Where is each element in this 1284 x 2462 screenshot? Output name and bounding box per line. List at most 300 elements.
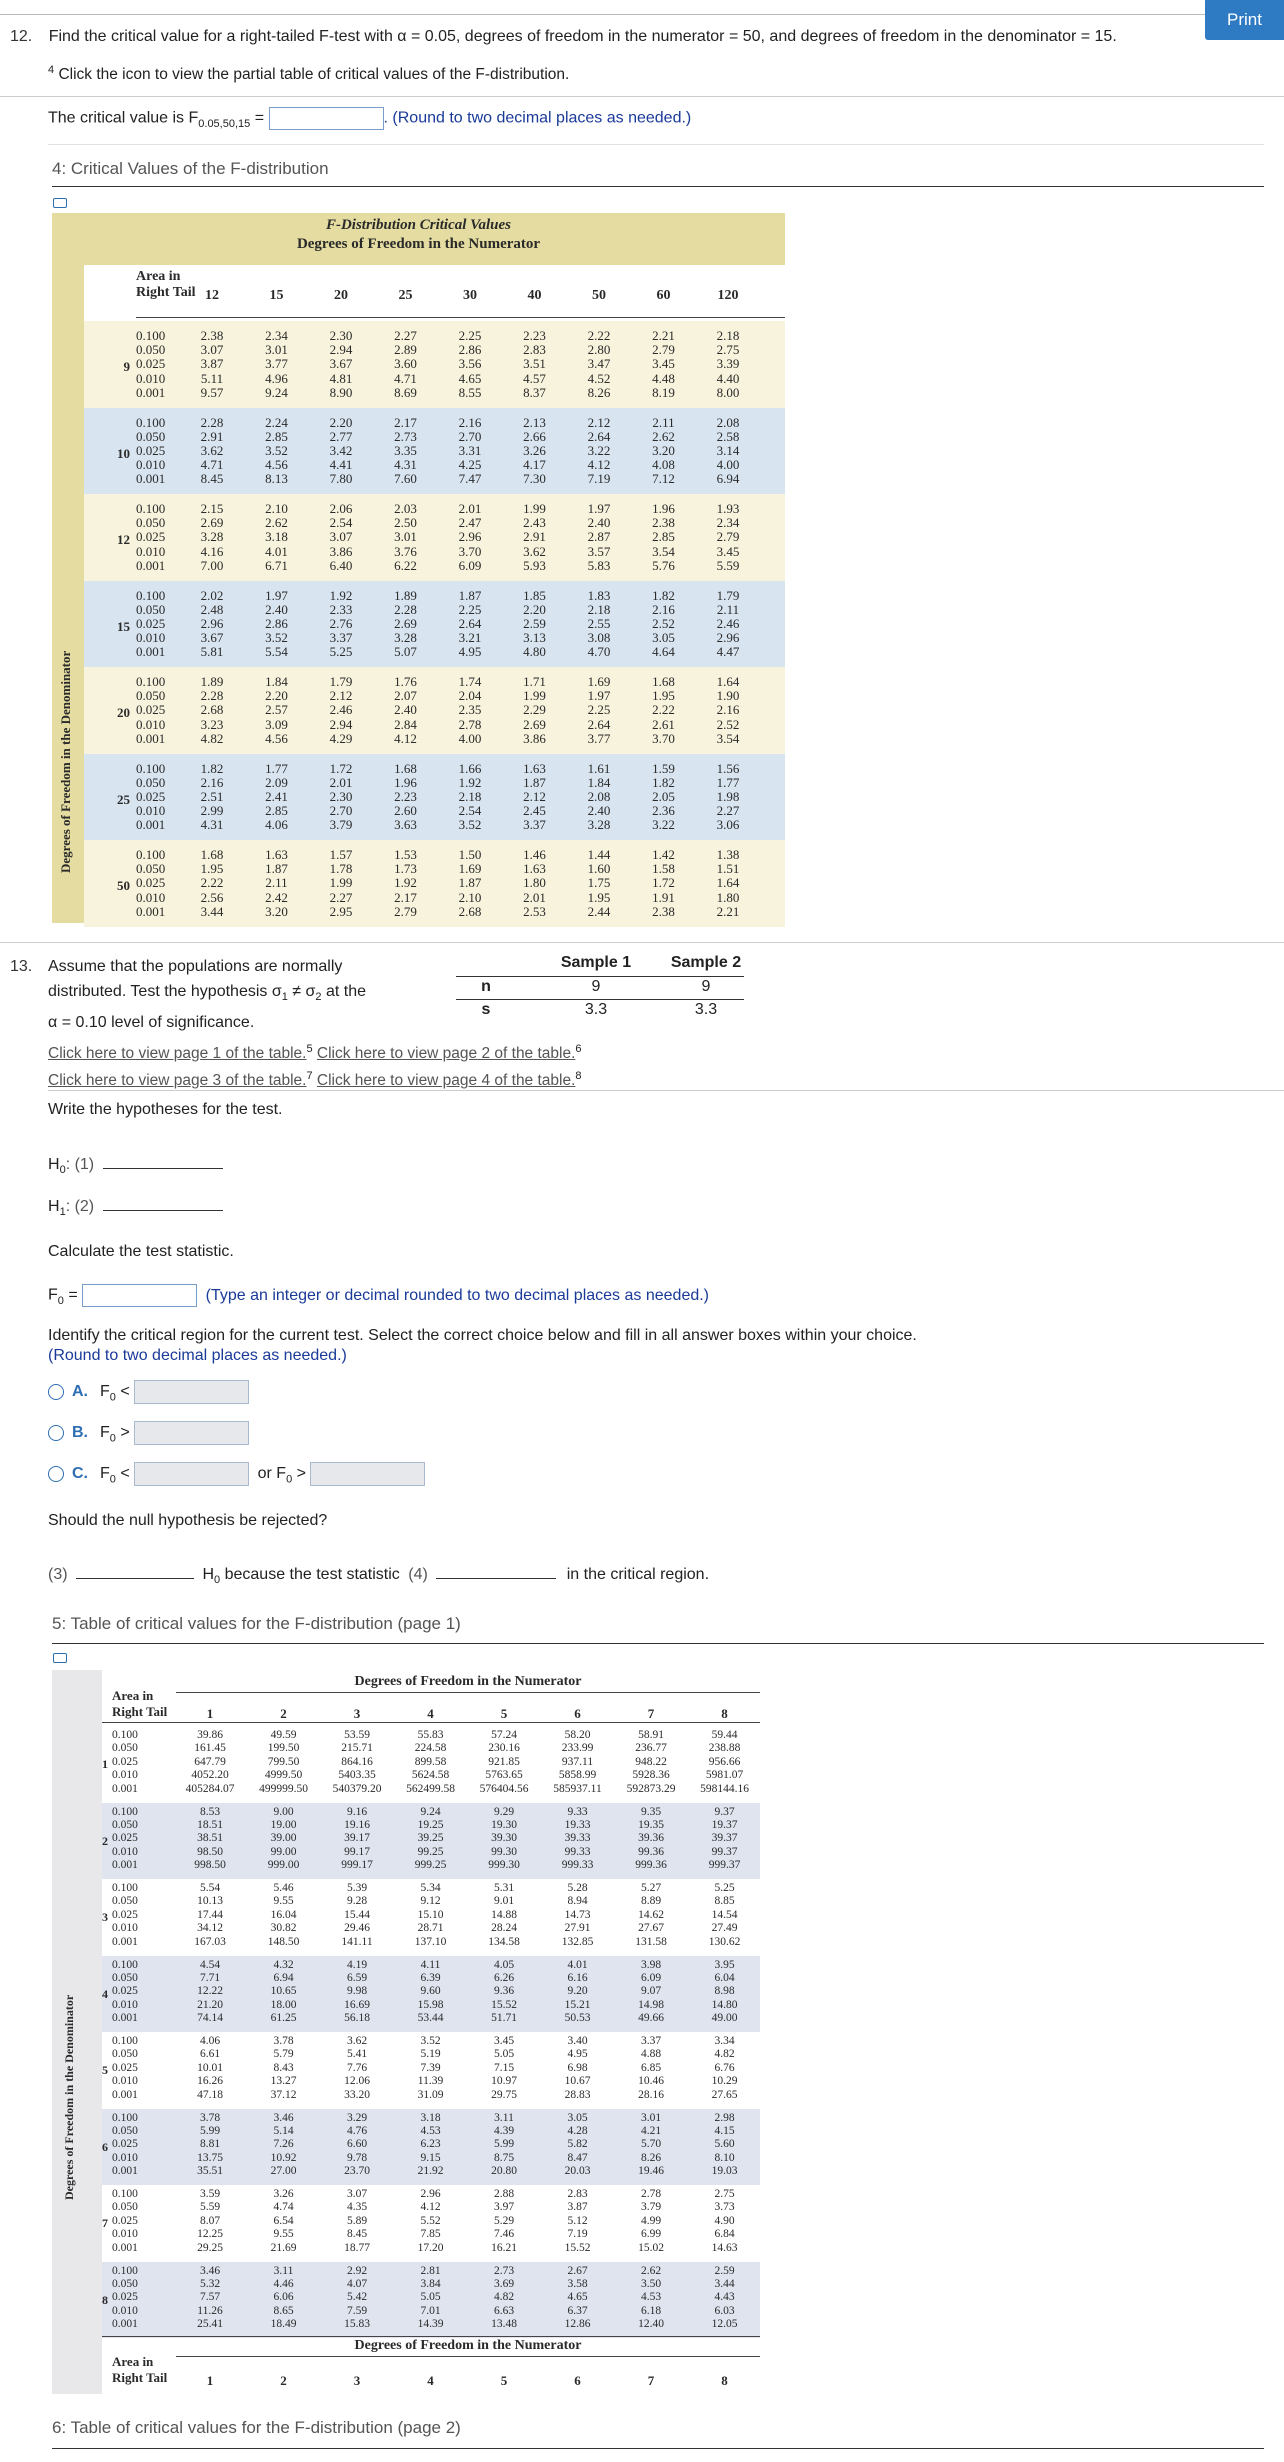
denominator-df: 12: [117, 532, 130, 547]
divider: [48, 1090, 1284, 1091]
table-cell: 3.01 4.21 5.70 8.26 19.46: [638, 2111, 664, 2178]
option-c[interactable]: [48, 1462, 425, 1486]
question-13-prompt: [48, 954, 448, 1035]
table-cell: 1.68 1.96 2.23 2.60 3.63: [394, 760, 417, 833]
table-cell: 2.25 2.86 3.56 4.65 8.55: [458, 328, 482, 400]
option-a-input[interactable]: [134, 1380, 249, 1404]
table-cell: 9.33 19.33 39.33 99.33 999.33: [561, 1805, 594, 1872]
section-title-table5: 5: Table of critical values for the F-distribution (page 1): [52, 1614, 461, 1633]
test-statistic-input[interactable]: [82, 1284, 197, 1307]
table-cell: 5.27 8.89 14.62 27.67 131.58: [635, 1882, 667, 1948]
table-cell: 9.29 19.30 39.30 99.30 999.30: [488, 1805, 520, 1872]
table-title: F-Distribution Critical Values: [325, 217, 512, 233]
table-cell: 5.46 9.55 16.04 30.82 148.50: [267, 1882, 300, 1948]
table-cell: 1.74 2.04 2.35 2.78 4.00: [458, 674, 482, 746]
column-header: 40: [527, 288, 542, 303]
prompt-line-2a: distributed. Test the hypothesis σ: [48, 983, 282, 1000]
top-border: [0, 14, 1284, 15]
f0-label: F: [48, 1286, 58, 1304]
divider: [48, 144, 1264, 145]
denominator-df: 7: [102, 2216, 108, 2230]
table-cell: 3.59 5.59 8.07 12.25 29.25: [197, 2188, 223, 2254]
table-cell: 1.97 2.40 2.86 3.52 5.54: [265, 587, 288, 660]
table-cell: 1.77 2.09 2.41 2.85 4.06: [265, 760, 288, 833]
table-cell: 5.39 9.28 15.44 29.46 141.11: [341, 1882, 373, 1948]
link-sup: 6: [575, 1043, 582, 1055]
calc-label: Calculate the test statistic.: [48, 1243, 234, 1260]
table-cell: 3.34 4.82 6.76 10.29 27.65: [711, 2035, 738, 2101]
answer-eq: =: [250, 109, 265, 127]
table-image-icon[interactable]: [53, 1653, 67, 1663]
alpha-values: 0.100 0.050 0.025 0.010 0.001: [112, 1729, 138, 1795]
area-label-1: Area in: [136, 269, 181, 284]
column-header: 50: [592, 288, 606, 303]
denominator-label: Degrees of Freedom in the Denominator: [62, 1994, 76, 2200]
table-cell: 1.79 2.11 2.46 2.96 4.47: [716, 587, 740, 660]
because-text: because the test statistic: [220, 1566, 400, 1583]
sigma-sub-2: 2: [315, 991, 322, 1004]
divider: [0, 942, 1284, 943]
column-header: 60: [656, 288, 671, 303]
table-cell: 1.63 1.87 2.11 2.42 3.20: [265, 847, 288, 919]
table-cell: 58.20 233.99 937.11 5858.99 585937.11: [553, 1729, 602, 1795]
question-prompt: Find the critical value for a right-tailed F-test with α = 0.05, degrees of freedom in the numerator = 50, and degrees of freedom in the denominator = 15.: [48, 28, 1117, 45]
table-cell: 9.24 19.25 39.25 99.25 999.25: [414, 1805, 447, 1872]
table-cell: 1.93 2.34 2.79 3.45 5.59: [716, 501, 740, 573]
table-cell: 3.11 4.39 5.99 8.75 20.80: [491, 2111, 517, 2178]
answer-row: [48, 107, 691, 130]
table-cell: 1.44 1.60 1.75 1.95 2.44: [587, 847, 611, 919]
table-cell: 3.52 5.19 7.39 11.39 31.09: [417, 2035, 444, 2101]
table-cell: 5.31 9.01 14.88 28.24 134.58: [488, 1882, 520, 1948]
area-label-2-bottom: Right Tail: [112, 2370, 168, 2385]
denominator-label: Degrees of Freedom in the Denominator: [58, 650, 73, 873]
section-rule: [52, 1643, 1264, 1644]
h1-sub: 1: [59, 1206, 66, 1219]
alpha-values: 0.100 0.050 0.025 0.010 0.001: [136, 501, 166, 573]
col-sample-1: Sample 1: [560, 954, 632, 971]
option-a-label: A.: [72, 1383, 88, 1401]
table-cell: 2.16 2.70 3.31 4.25 7.47: [458, 414, 482, 487]
column-header: 3: [353, 1706, 361, 1721]
column-header: 7: [647, 2373, 655, 2388]
h0-sub: 0: [59, 1164, 66, 1177]
h1-label: H: [48, 1198, 60, 1215]
option-c-radio[interactable]: [48, 1466, 64, 1482]
alpha-values: 0.100 0.050 0.025 0.010 0.001: [112, 2111, 138, 2178]
link-table-page-2[interactable]: Click here to view page 2 of the table.: [316, 1045, 576, 1063]
column-header: 5: [500, 2373, 508, 2388]
n-sample-2: 9: [701, 978, 711, 995]
table-cell: 2.13 2.66 3.26 4.17 7.30: [523, 414, 546, 487]
table-cell: 2.22 2.80 3.47 4.52 8.26: [587, 328, 611, 400]
table-cell: 1.53 1.73 1.92 2.17 2.79: [394, 847, 417, 919]
link-sup: 7: [306, 1070, 313, 1083]
column-header: 2: [280, 1706, 287, 1721]
denominator-df: 3: [102, 1910, 108, 1924]
table-cell: 1.92 2.33 2.76 3.37 5.25: [329, 587, 353, 660]
column-header: 1: [206, 1706, 214, 1721]
table-cell: 39.86 161.45 647.79 4052.20 405284.07: [185, 1729, 235, 1795]
table-cell: 2.23 2.83 3.51 4.57 8.37: [523, 328, 546, 400]
table-cell: 1.57 1.78 1.99 2.27 2.95: [329, 847, 353, 919]
alpha-values: 0.100 0.050 0.025 0.010 0.001: [112, 2188, 138, 2254]
table-cell: 1.46 1.63 1.80 2.01 2.53: [523, 847, 546, 919]
table-cell: 1.59 1.82 2.05 2.36 3.22: [652, 760, 675, 833]
table-cell: 1.69 1.97 2.25 2.64 3.77: [587, 674, 611, 746]
table-cell: 2.96 4.12 5.52 7.85 17.20: [417, 2188, 444, 2254]
h1-tag: : (2): [65, 1198, 95, 1215]
table-cell: 1.72 2.01 2.30 2.70 3.79: [329, 760, 353, 833]
table-cell: 1.89 2.28 2.68 3.23 4.82: [200, 674, 224, 746]
option-b-input[interactable]: [134, 1421, 249, 1445]
denominator-df: 50: [117, 878, 130, 893]
table-cell: 3.40 4.95 6.98 10.67 28.83: [564, 2035, 591, 2101]
s-sample-1: 3.3: [584, 1001, 608, 1018]
table-cell: 2.28 2.91 3.62 4.71 8.45: [200, 414, 224, 487]
table-cell: 53.59 215.71 864.16 5403.35 540379.20: [332, 1729, 382, 1795]
alpha-values: 0.100 0.050 0.025 0.010 0.001: [136, 587, 166, 660]
table-cell: 3.18 4.53 6.23 9.15 21.92: [417, 2111, 444, 2178]
column-header: 2: [280, 2373, 287, 2388]
option-c-input-1[interactable]: [134, 1462, 249, 1486]
table-cell: 2.17 2.73 3.35 4.31 7.60: [394, 414, 417, 487]
link-table-page-1[interactable]: Click here to view page 1 of the table.: [48, 1045, 307, 1063]
column-header: 8: [721, 1706, 728, 1721]
denominator-df: 15: [117, 618, 130, 634]
table-cell: 57.24 230.16 921.85 5763.65 576404.56: [479, 1729, 529, 1795]
prompt-line-2b: ≠ σ: [287, 983, 316, 1000]
table-cell: 1.38 1.51 1.64 1.80 2.21: [716, 847, 740, 919]
link-sup: 8: [575, 1070, 582, 1083]
column-header: 15: [269, 288, 284, 303]
column-header: 25: [398, 288, 413, 303]
note-text[interactable]: Click the icon to view the partial table of critical values of the F-distribution.: [58, 66, 570, 84]
write-hypotheses-label: Write the hypotheses for the test.: [48, 1101, 283, 1118]
table-cell: 2.27 2.89 3.60 4.71 8.69: [394, 328, 417, 400]
table-cell: 4.11 6.39 9.60 15.98 53.44: [417, 1958, 444, 2025]
column-header: 1: [206, 2373, 214, 2388]
table-cell: 1.61 1.84 2.08 2.40 3.28: [587, 760, 611, 833]
table-cell: 1.76 2.07 2.40 2.84 4.12: [394, 674, 417, 746]
table-cell: 2.21 2.79 3.45 4.48 8.19: [652, 328, 675, 400]
column-header: 6: [574, 2373, 581, 2388]
table-cell: 3.45 5.05 7.15 10.97 29.75: [491, 2035, 517, 2101]
denominator-df: 20: [117, 705, 130, 720]
row-n-label: n: [481, 978, 491, 995]
table-cell: 8.53 18.51 38.51 98.50 998.50: [194, 1805, 226, 1872]
option-a-op: <: [115, 1383, 130, 1401]
table-cell: 5.28 8.94 14.73 27.91 132.85: [561, 1882, 594, 1948]
table-cell: 59.44 238.88 956.66 5981.07 598144.16: [700, 1729, 749, 1795]
table-cell: 1.89 2.28 2.69 3.28 5.07: [394, 587, 417, 660]
denominator-df: 8: [102, 2292, 108, 2307]
side-band: [52, 1670, 102, 2394]
table-cell: 2.18 2.75 3.39 4.40 8.00: [716, 328, 740, 400]
answer-sub: 0.05,50,15: [198, 117, 251, 130]
alpha-values: 0.100 0.050 0.025 0.010 0.001: [112, 2035, 138, 2101]
column-header: 6: [574, 1706, 581, 1721]
tag-3: (3): [48, 1566, 68, 1583]
table-cell: 3.37 4.88 6.85 10.46 28.16: [638, 2035, 664, 2101]
table-cell: 2.38 3.07 3.87 5.11 9.57: [200, 328, 224, 400]
table-cell: 1.42 1.58 1.72 1.91 2.38: [652, 847, 675, 919]
numerator-label: Degrees of Freedom in the Numerator: [296, 236, 541, 252]
alpha-values: 0.100 0.050 0.025 0.010 0.001: [136, 760, 166, 833]
section-title-table6: 6: Table of critical values for the F-distribution (page 2): [52, 2418, 461, 2437]
table-cell: 3.29 4.76 6.60 9.78 23.70: [344, 2111, 370, 2178]
column-header: 3: [353, 2373, 361, 2388]
table-cell: 2.11 2.62 3.20 4.08 7.12: [652, 414, 675, 487]
table-cell: 1.64 1.90 2.16 2.52 3.54: [716, 674, 740, 746]
option-b-radio[interactable]: [48, 1425, 64, 1441]
link-sup: 5: [306, 1043, 313, 1055]
question-number: 12.: [10, 28, 33, 45]
option-a-radio[interactable]: [48, 1384, 64, 1400]
h0-sub-2: 0: [214, 1574, 221, 1587]
f-table-critical-values: [52, 213, 785, 923]
answer-hint: . (Round to two decimal places as needed.): [383, 109, 692, 127]
f0-hint: (Type an integer or decimal rounded to two decimal places as needed.): [205, 1286, 710, 1304]
option-c-sub: 0: [109, 1473, 116, 1486]
area-label-2: Right Tail: [112, 1704, 168, 1719]
option-b[interactable]: [48, 1421, 249, 1445]
h1-row: [48, 1198, 223, 1218]
table-cell: 2.88 3.97 5.29 7.46 16.21: [491, 2188, 517, 2254]
table-cell: 2.08 2.58 3.14 4.00 6.94: [716, 414, 740, 487]
table-cell: 49.59 199.50 799.50 4999.50 499999.50: [259, 1729, 308, 1795]
area-label-1: Area in: [112, 1688, 154, 1703]
alpha-values: 0.100 0.050 0.025 0.010 0.001: [136, 674, 166, 746]
row-s-label: s: [481, 1001, 491, 1018]
table-cell: 1.56 1.77 1.98 2.27 3.06: [716, 760, 740, 833]
table-cell: 3.05 4.28 5.82 8.47 20.03: [564, 2111, 591, 2178]
section-title-table4: 4: Critical Values of the F-distribution: [52, 159, 329, 178]
column-header: 12: [205, 288, 219, 303]
tag-4: (4): [408, 1566, 428, 1583]
table-cell: 1.82 2.16 2.52 3.05 4.64: [652, 587, 675, 660]
alpha-values: 0.100 0.050 0.025 0.010 0.001: [112, 1805, 138, 1872]
table-cell: 2.02 2.48 2.96 3.67 5.81: [200, 587, 224, 660]
link-table-page-3[interactable]: Click here to view page 3 of the table.: [48, 1072, 307, 1090]
column-header: 20: [334, 288, 348, 303]
table-cell: 4.32 6.94 10.65 18.00 61.25: [270, 1958, 297, 2025]
f0-sub: 0: [57, 1294, 64, 1307]
area-label-1-bottom: Area in: [112, 2354, 154, 2369]
table-cell: 4.05 6.26 9.36 15.52 51.71: [491, 1958, 517, 2025]
table-cell: 9.37 19.37 39.37 99.37 999.37: [708, 1805, 741, 1872]
table-cell: 2.98 4.15 5.60 8.10 19.03: [711, 2111, 738, 2178]
s-sample-2: 3.3: [694, 1001, 718, 1018]
question-13: [10, 954, 32, 979]
h0-tag: : (1): [65, 1156, 95, 1173]
f0-row: [48, 1284, 709, 1307]
column-header: 120: [717, 288, 739, 303]
denominator-df: 10: [117, 445, 130, 461]
numerator-label: Degrees of Freedom in the Numerator: [354, 1674, 582, 1689]
table-cell: 9.00 19.00 39.00 99.00 999.00: [267, 1805, 300, 1872]
alpha-values: 0.100 0.050 0.025 0.010 0.001: [112, 1958, 138, 2025]
table-cell: 2.24 2.85 3.52 4.56 8.13: [265, 414, 288, 487]
denominator-df: 2: [102, 1833, 108, 1848]
prompt-line-2c: at the: [321, 983, 366, 1000]
option-c-or: or F: [257, 1465, 287, 1483]
reject-question: Should the null hypothesis be rejected?: [48, 1512, 328, 1529]
table-cell: 9.35 19.35 39.36 99.36 999.36: [635, 1805, 667, 1872]
table-cell: 1.99 2.43 2.91 3.62 5.93: [523, 501, 546, 573]
option-b-sub: 0: [109, 1432, 116, 1445]
table-cell: 1.50 1.69 1.87 2.10 2.68: [458, 847, 482, 919]
h0-label-2: H: [202, 1566, 215, 1583]
table-cell: 1.85 2.20 2.59 3.13 4.80: [523, 587, 546, 660]
table-cell: 2.30 2.94 3.67 4.81 8.90: [329, 328, 353, 400]
alpha-values: 0.100 0.050 0.025 0.010 0.001: [112, 1882, 138, 1948]
table-cell: 2.81 3.84 5.05 7.01 14.39: [417, 2264, 444, 2331]
option-b-f: F: [100, 1424, 110, 1442]
table-cell: 3.95 6.04 8.98 14.80 49.00: [711, 1958, 738, 2025]
area-label-2: Right Tail: [136, 285, 196, 300]
is-dropdown[interactable]: [436, 1578, 556, 1579]
table-cell: 2.83 3.87 5.12 7.19 15.52: [564, 2188, 591, 2254]
table-cell: 3.78 5.79 8.43 13.27 37.12: [270, 2035, 297, 2101]
denominator-df: 4: [102, 1986, 108, 2001]
table-cell: 1.68 1.95 2.22 2.61 3.70: [652, 674, 675, 746]
option-a-sub: 0: [109, 1391, 116, 1404]
table-cell: 1.83 2.18 2.55 3.08 4.70: [587, 587, 611, 660]
reject-dropdown[interactable]: [76, 1578, 194, 1579]
table-cell: 1.63 1.87 2.12 2.45 3.37: [523, 760, 546, 833]
table-cell: 1.97 2.40 2.87 3.57 5.83: [587, 501, 611, 573]
n-sample-1: 9: [591, 978, 601, 995]
identify-label: Identify the critical region for the current test. Select the correct choice below and fill in all answer boxes within your choice.: [48, 1327, 917, 1344]
table-cell: 2.67 3.58 4.65 6.37 12.86: [564, 2264, 591, 2331]
table-cell: 1.71 1.99 2.29 2.69 3.86: [523, 674, 546, 746]
table-cell: 2.20 2.77 3.42 4.41 7.80: [329, 414, 353, 487]
h1-dropdown[interactable]: [103, 1210, 223, 1211]
question-12: [10, 28, 1200, 46]
alpha-values: 0.100 0.050 0.025 0.010 0.001: [112, 2264, 138, 2331]
question-number: 13.: [10, 958, 33, 975]
table-cell: 1.82 2.16 2.51 2.99 4.31: [200, 760, 224, 833]
table-cell: 1.68 1.95 2.22 2.56 3.44: [200, 847, 224, 919]
column-header: 5: [500, 1706, 508, 1721]
denominator-df: 5: [102, 2063, 108, 2077]
answer-prefix: The critical value is F: [48, 109, 199, 127]
table-cell: 4.06 6.61 10.01 16.26 47.18: [197, 2035, 223, 2101]
table-cell: 3.98 6.09 9.07 14.98 49.66: [638, 1958, 664, 2025]
table-cell: 1.87 2.25 2.64 3.21 4.95: [458, 587, 482, 660]
table-cell: 1.96 2.38 2.85 3.54 5.76: [652, 501, 675, 573]
table-cell: 1.66 1.92 2.18 2.54 3.52: [458, 760, 482, 833]
table-cell: 2.92 4.07 5.42 7.59 15.83: [344, 2264, 370, 2331]
prompt-line-3: α = 0.10 level of significance.: [48, 1014, 255, 1032]
option-b-op: >: [115, 1424, 130, 1442]
column-header: 7: [647, 1706, 655, 1721]
table-cell: 2.10 2.62 3.18 4.01 6.71: [265, 501, 288, 573]
numerator-label-bottom: Degrees of Freedom in the Numerator: [354, 2338, 582, 2353]
table-cell: 1.79 2.12 2.46 2.94 4.29: [329, 674, 353, 746]
table-cell: 2.06 2.54 3.07 3.86 6.40: [329, 501, 353, 573]
option-c-f: F: [100, 1465, 110, 1483]
table-cell: 2.15 2.69 3.28 4.16 7.00: [200, 501, 224, 573]
table-cell: 3.26 4.74 6.54 9.55 21.69: [270, 2188, 297, 2254]
table-cell: 2.62 3.50 4.53 6.18 12.40: [638, 2264, 664, 2331]
option-c-op: <: [115, 1465, 130, 1483]
option-a[interactable]: [48, 1380, 249, 1404]
f-table-page-1: [52, 1670, 760, 2394]
col-sample-2: Sample 2: [670, 954, 742, 971]
table-cell: 5.54 10.13 17.44 34.12 167.03: [194, 1882, 226, 1948]
table-cell: 3.07 4.35 5.89 8.45 18.77: [344, 2188, 370, 2254]
table-cell: 2.78 3.79 4.99 6.99 15.02: [638, 2188, 664, 2254]
option-a-f: F: [100, 1383, 110, 1401]
table-cell: 3.46 5.32 7.57 11.26 25.41: [197, 2264, 223, 2331]
table-cell: 2.01 2.47 2.96 3.70 6.09: [458, 501, 482, 573]
h0-label: H: [48, 1156, 60, 1173]
table-cell: 4.54 7.71 12.22 21.20 74.14: [197, 1958, 223, 2025]
link-table-page-4[interactable]: Click here to view page 4 of the table.: [316, 1072, 576, 1090]
table-image-icon[interactable]: [53, 198, 67, 208]
conclusion-row: [48, 1566, 709, 1586]
table-cell: 9.16 19.16 39.17 99.17 999.17: [341, 1805, 373, 1872]
table-cell: 5.34 9.12 15.10 28.71 137.10: [414, 1882, 447, 1948]
table-cell: 55.83 224.58 899.58 5624.58 562499.58: [406, 1729, 455, 1795]
alpha-values: 0.100 0.050 0.025 0.010 0.001: [136, 328, 166, 400]
identify-hint: (Round to two decimal places as needed.): [48, 1347, 347, 1364]
option-c-label: C.: [72, 1465, 88, 1483]
header-rule: [136, 317, 785, 318]
table-cell: 3.46 5.14 7.26 10.92 27.00: [270, 2111, 297, 2178]
option-c-input-2[interactable]: [310, 1462, 425, 1486]
denominator-df: 1: [102, 1757, 108, 1771]
denominator-df: 6: [102, 2139, 108, 2154]
table-links: [48, 1038, 582, 1092]
denominator-df: 25: [117, 791, 130, 807]
table-cell: 2.12 2.64 3.22 4.12 7.19: [587, 414, 611, 487]
table-cell: 2.73 3.69 4.82 6.63 13.48: [491, 2264, 517, 2331]
table-cell: 2.03 2.50 3.01 3.76 6.22: [394, 501, 417, 573]
table-cell: 2.59 3.44 4.43 6.03 12.05: [711, 2264, 738, 2331]
f0-eq: =: [63, 1286, 78, 1304]
alpha-values: 0.100 0.050 0.025 0.010 0.001: [136, 847, 166, 919]
table-cell: 3.78 5.99 8.81 13.75 35.51: [197, 2111, 223, 2178]
denominator-df: 9: [123, 359, 130, 374]
note-sup: 4: [48, 64, 55, 76]
critical-value-input[interactable]: [269, 107, 384, 130]
table-cell: 4.01 6.16 9.20 15.21 50.53: [564, 1958, 591, 2025]
option-b-label: B.: [72, 1424, 88, 1442]
sigma-sub-1: 1: [281, 991, 288, 1004]
column-header: 8: [721, 2373, 728, 2388]
option-c-op2: >: [292, 1465, 306, 1483]
print-button[interactable]: Print: [1205, 0, 1284, 40]
prompt-line-1: Assume that the populations are normally: [48, 958, 343, 975]
table-cell: 2.75 3.73 4.90 6.84 14.63: [711, 2188, 738, 2254]
column-header: 4: [427, 2373, 434, 2388]
table-cell: 4.19 6.59 9.98 16.69 56.18: [344, 1958, 370, 2025]
option-c-sub-2: 0: [286, 1473, 293, 1486]
critical-region-text: in the critical region.: [566, 1566, 710, 1583]
column-header: 30: [463, 288, 477, 303]
h0-row: [48, 1156, 223, 1176]
section-rule: [52, 186, 1264, 187]
h0-dropdown[interactable]: [103, 1168, 223, 1169]
alpha-values: 0.100 0.050 0.025 0.010 0.001: [136, 414, 166, 487]
table-cell: 2.34 3.01 3.77 4.96 9.24: [265, 328, 288, 400]
table-note: [48, 64, 569, 84]
table-cell: 5.25 8.85 14.54 27.49 130.62: [708, 1882, 741, 1948]
column-header: 4: [427, 1706, 434, 1721]
